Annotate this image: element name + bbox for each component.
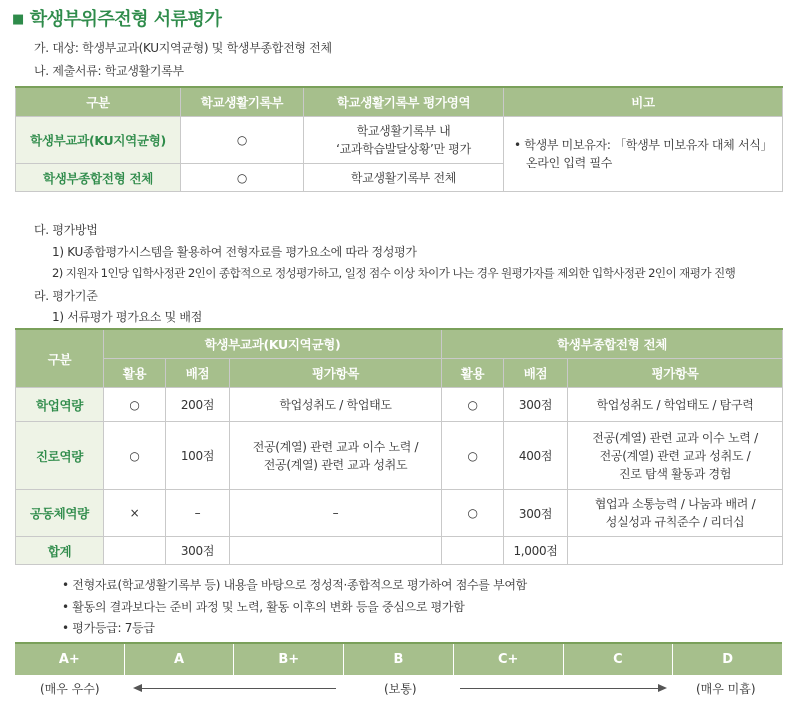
t2-header-group: 학생부교과(KU지역균형) xyxy=(104,329,442,359)
t2-items-line: 협업과 소통능력 / 나눔과 배려 / xyxy=(594,497,756,511)
t1-area-line: ‘교과학습발달상황’만 평가 xyxy=(336,142,471,156)
method-heading: 다. 평가방법 xyxy=(34,223,98,237)
t2-use-cell: ○ xyxy=(442,388,504,422)
t2-subheader: 평가항목 xyxy=(568,359,783,388)
documents-line: 나. 제출서류: 학교생활기록부 xyxy=(34,64,184,78)
criteria-heading: 라. 평가기준 xyxy=(34,289,98,303)
t2-use-cell xyxy=(104,537,166,565)
grade-cell: B xyxy=(343,644,453,675)
t2-items-cell xyxy=(568,490,783,537)
t2-total-score: 1,000점 xyxy=(504,537,568,565)
t2-score-cell: 300점 xyxy=(504,388,568,422)
bullet-item: • 활동의 결과보다는 준비 과정 및 노력, 활동 이후의 변화 등을 중심으로 평가함 xyxy=(62,600,465,614)
scale-middle-label: (보통) xyxy=(384,682,417,696)
grade-cell: A xyxy=(124,644,234,675)
t2-items-cell xyxy=(230,422,442,490)
t2-row-label: 공동체역량 xyxy=(16,490,104,537)
t1-header-note: 비고 xyxy=(504,87,783,117)
t1-header-category: 구분 xyxy=(16,87,181,117)
t2-use-cell xyxy=(442,537,504,565)
t2-score-cell: 200점 xyxy=(166,388,230,422)
t2-score-cell: 400점 xyxy=(504,422,568,490)
t1-note-line: 온라인 입력 필수 xyxy=(526,156,613,170)
t1-record-cell: ○ xyxy=(181,164,304,192)
t2-score-cell: 300점 xyxy=(504,490,568,537)
scale-right-label: (매우 미흡) xyxy=(696,682,756,696)
t2-use-cell: × xyxy=(104,490,166,537)
t2-row-label: 학업역량 xyxy=(16,388,104,422)
scale-arrow-line xyxy=(460,688,660,689)
grade-cell: A+ xyxy=(58,652,80,667)
grade-bar xyxy=(15,642,782,675)
t1-note-cell xyxy=(504,117,783,192)
square-bullet-icon: ■ xyxy=(12,12,24,27)
t1-row-label: 학생부종합전형 전체 xyxy=(16,164,181,192)
t2-subheader: 활용 xyxy=(442,359,504,388)
grade-cell: C xyxy=(563,644,673,675)
t2-items-cell: 학업성취도 / 학업태도 / 탐구력 xyxy=(568,388,783,422)
arrow-right-icon xyxy=(658,684,667,692)
document-table xyxy=(15,86,783,192)
t2-items-cell: 학업성취도 / 학업태도 xyxy=(230,388,442,422)
grade-cell: C+ xyxy=(453,644,563,675)
t1-area-cell xyxy=(304,117,504,164)
t2-items-cell xyxy=(568,537,783,565)
t2-items-line: 전공(계열) 관련 교과 이수 노력 / xyxy=(252,439,419,454)
t2-items-line: 전공(계열) 관련 교과 이수 노력 / xyxy=(592,430,758,445)
method-item: 1) KU종합평가시스템을 활용하여 전형자료를 평가요소에 따라 정성평가 xyxy=(52,245,417,259)
t2-subheader: 평가항목 xyxy=(230,359,442,388)
t2-score-cell: 100점 xyxy=(166,422,230,490)
t1-record-cell: ○ xyxy=(181,117,304,164)
t2-items-line: 전공(계열) 관련 교과 성취도 xyxy=(263,457,408,472)
grade-cell: D xyxy=(672,644,782,675)
t2-row-label: 진로역량 xyxy=(16,422,104,490)
page-title-text: 학생부위주전형 서류평가 xyxy=(29,9,222,30)
t1-header-record: 학교생활기록부 xyxy=(181,87,304,117)
t1-header-area: 학교생활기록부 평가영역 xyxy=(304,87,504,117)
bullet-item: • 평가등급: 7등급 xyxy=(62,621,155,635)
scale-arrow-line xyxy=(140,688,336,689)
t2-total-score: 300점 xyxy=(166,537,230,565)
t2-use-cell: ○ xyxy=(442,490,504,537)
t2-items-cell: – xyxy=(230,490,442,537)
scale-left-label: (매우 우수) xyxy=(40,682,100,696)
method-item: 2) 지원자 1인당 입학사정관 2인이 종합적으로 정성평가하고, 일정 점수 이상 차이가 나는 경우 원평가자를 제외한 입학사정관 2인이 재평가 진행 xyxy=(52,266,736,280)
t2-use-cell: ○ xyxy=(104,422,166,490)
t2-items-cell xyxy=(230,537,442,565)
target-line: 가. 대상: 학생부교과(KU지역균형) 및 학생부종합전형 전체 xyxy=(34,41,332,55)
bullet-item: • 전형자료(학교생활기록부 등) 내용을 바탕으로 정성적·종합적으로 평가하여 점수를 부여함 xyxy=(62,578,527,592)
t2-header-group: 학생부종합전형 전체 xyxy=(442,329,783,359)
t2-subheader: 배점 xyxy=(166,359,230,388)
page-title xyxy=(12,5,221,31)
t2-subheader: 배점 xyxy=(504,359,568,388)
t2-use-cell: ○ xyxy=(104,388,166,422)
grade-cell: B+ xyxy=(233,644,343,675)
t1-row-label: 학생부교과(KU지역균형) xyxy=(16,117,181,164)
criteria-item: 1) 서류평가 평가요소 및 배점 xyxy=(52,310,202,324)
t2-score-cell: – xyxy=(166,490,230,537)
t2-total-label: 합계 xyxy=(16,537,104,565)
t2-use-cell: ○ xyxy=(442,422,504,490)
t2-header-category: 구분 xyxy=(16,329,104,388)
t1-note-line: • 학생부 미보유자: 「학생부 미보유자 대체 서식」 xyxy=(514,138,773,152)
t2-items-line: 전공(계열) 관련 교과 성취도 / xyxy=(599,448,751,463)
score-table xyxy=(15,328,783,565)
t2-items-line: 진로 탐색 활동과 경험 xyxy=(618,466,732,481)
t2-items-cell xyxy=(568,422,783,490)
t2-items-line: 성실성과 규칙준수 / 리더십 xyxy=(605,515,745,529)
t2-subheader: 활용 xyxy=(104,359,166,388)
t1-area-line: 학교생활기록부 내 xyxy=(356,124,451,138)
t1-area-cell: 학교생활기록부 전체 xyxy=(304,164,504,192)
